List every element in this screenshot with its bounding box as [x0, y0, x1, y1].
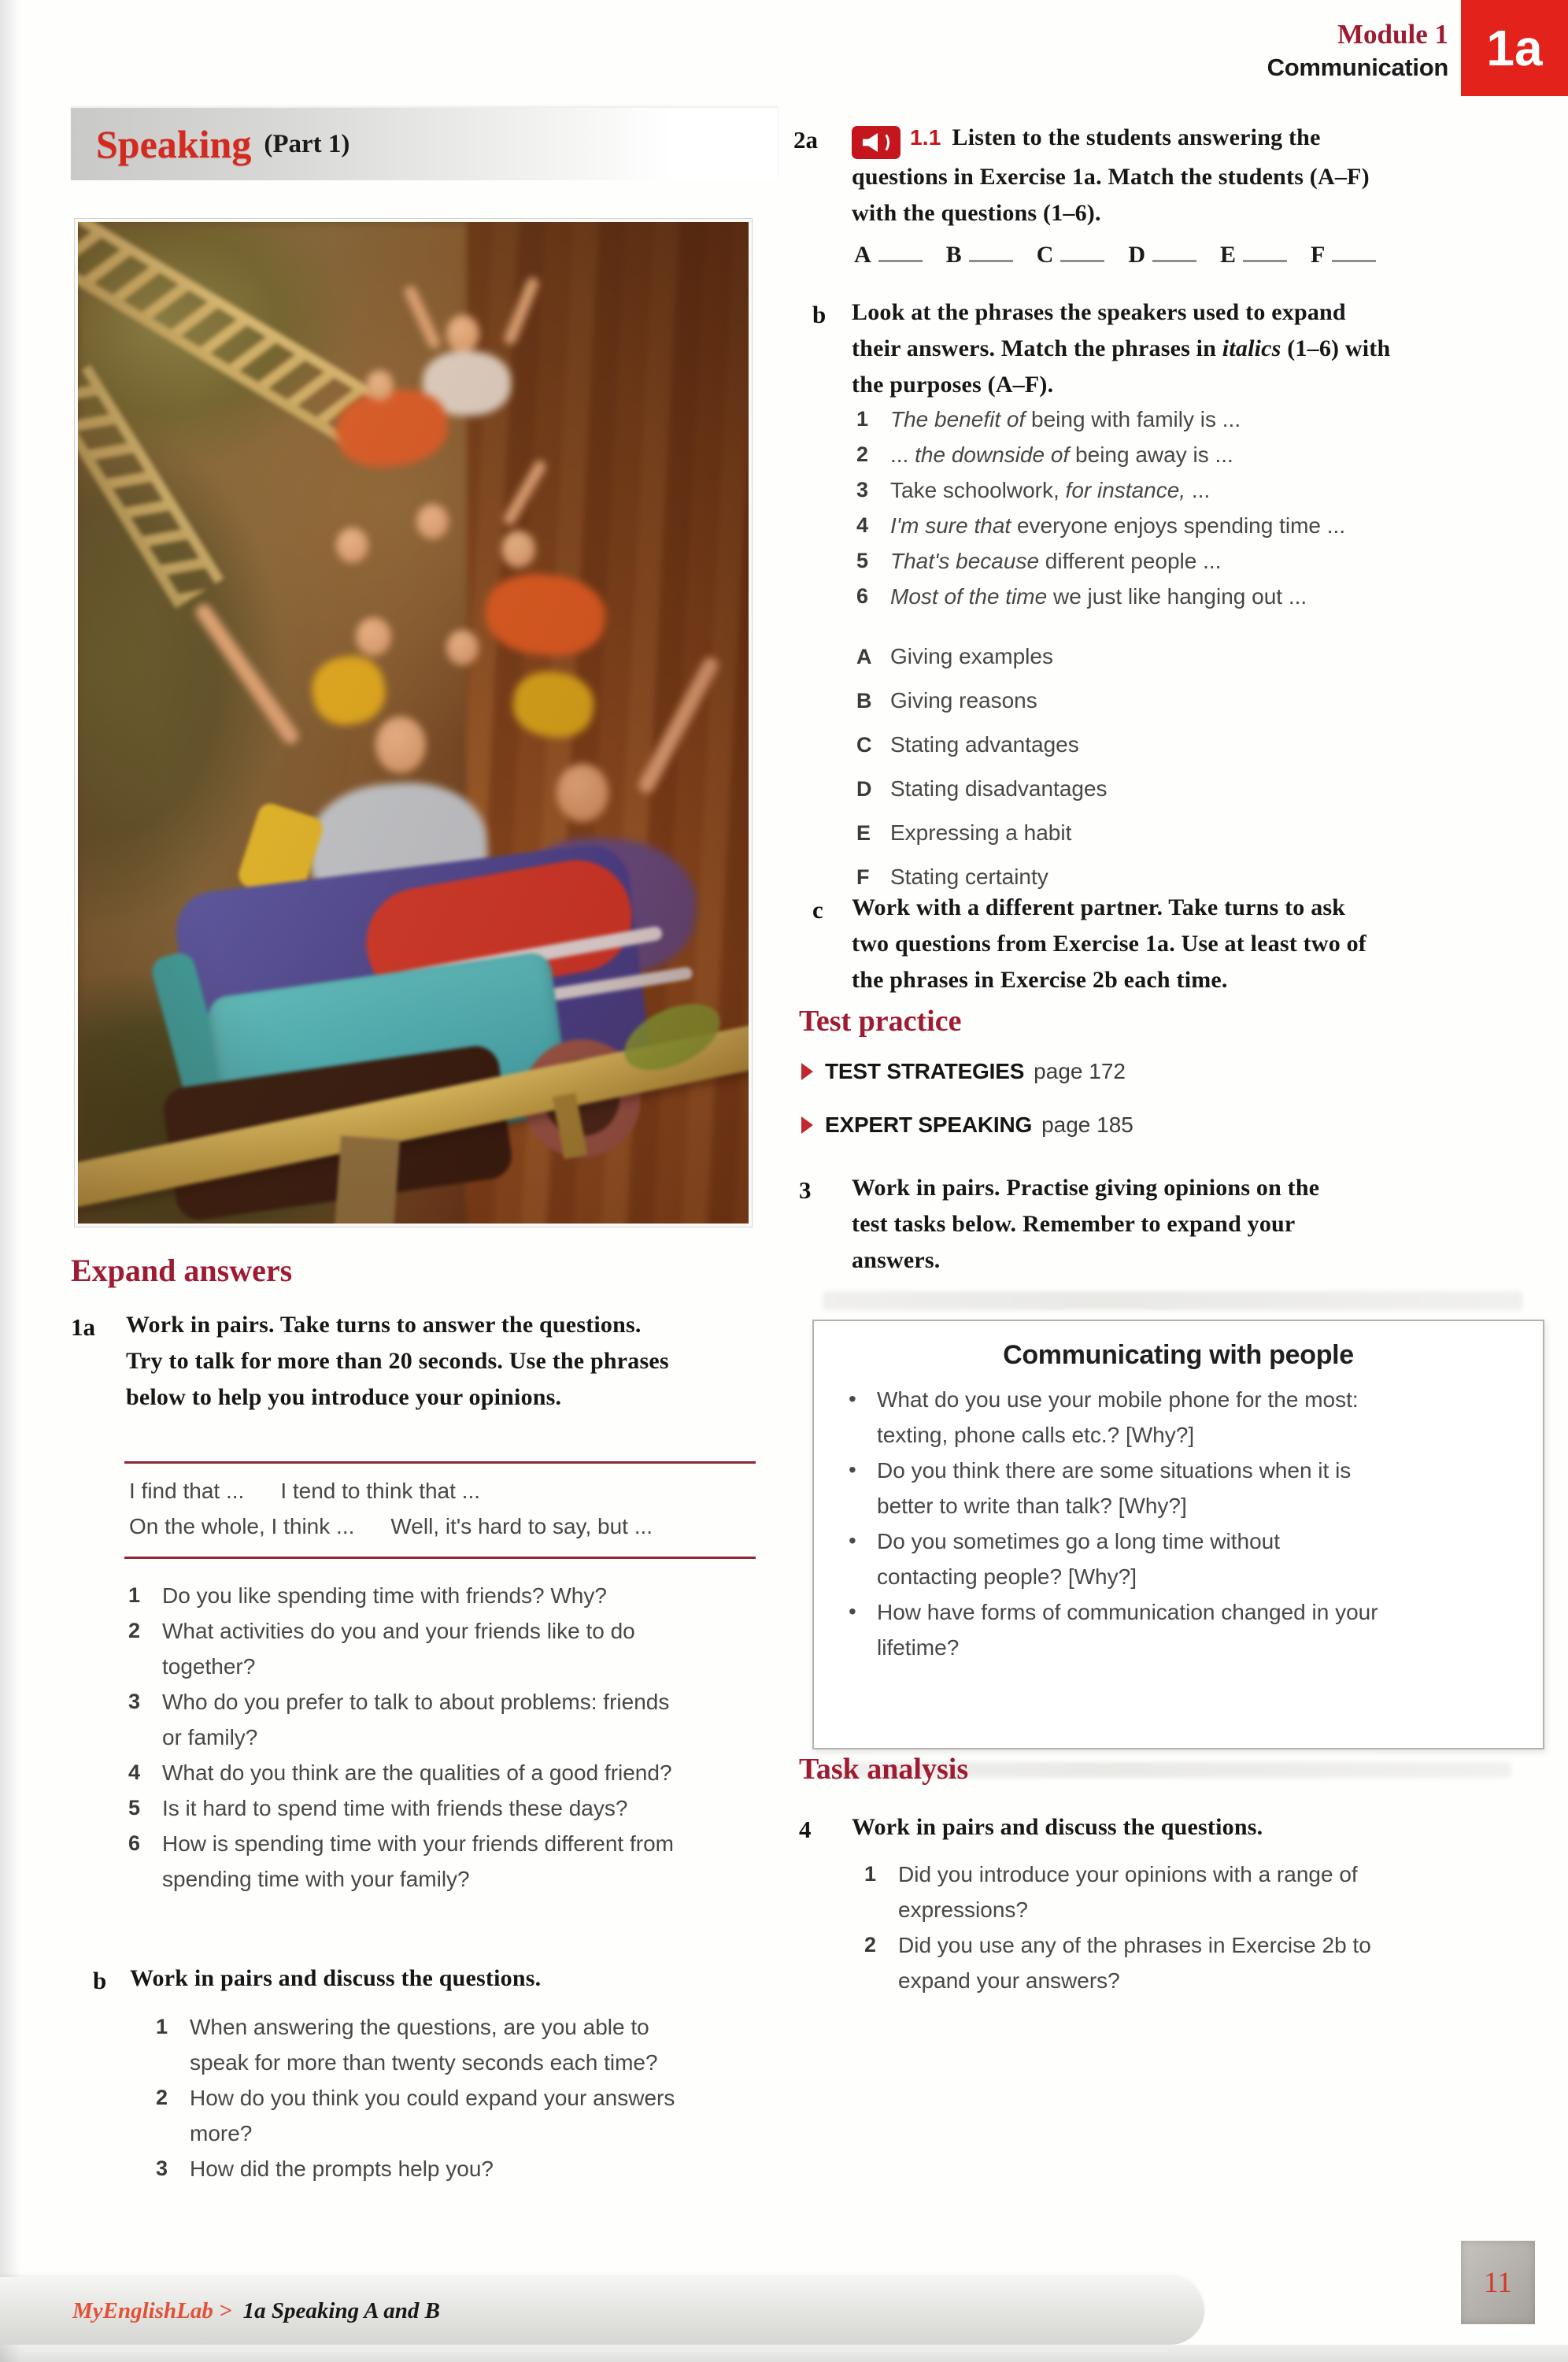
- exercise-1a-questions: [128, 1578, 750, 1897]
- purpose-item: [856, 767, 1533, 811]
- question-text: How do you think you could expand your answers more?: [190, 2086, 675, 2145]
- phrase-item: [856, 402, 1533, 437]
- question-item: [128, 1826, 750, 1897]
- blank-letter: C: [1036, 242, 1054, 268]
- exercise-1b-questions: [156, 2009, 723, 2186]
- question-number: 2: [864, 1933, 877, 1957]
- speaker-body: [863, 133, 878, 152]
- page-number-tab: [1461, 2241, 1535, 2324]
- blank-letter: F: [1311, 242, 1326, 268]
- bullet-item: [844, 1453, 1381, 1523]
- link-label: EXPERT SPEAKING: [825, 1113, 1033, 1137]
- phrase-row: [129, 1473, 751, 1509]
- audio-track-number: 1.1: [910, 125, 941, 150]
- stem-text: (1–6) with the purposes (A–F).: [852, 335, 1391, 398]
- question-item: [156, 2080, 723, 2151]
- expert-speaking-link: [801, 1113, 1133, 1138]
- exercise-1b-stem: Work in pairs and discuss the questions.: [130, 1965, 542, 1991]
- roller-coaster-photo: [75, 219, 752, 1227]
- answer-blank: [1332, 236, 1376, 262]
- expand-answers-heading: Expand answers: [71, 1253, 293, 1288]
- purpose-text: Giving reasons: [890, 688, 1037, 713]
- question-item: [128, 1790, 750, 1826]
- blank-letter: B: [945, 242, 962, 268]
- exercise-2c-number: c: [812, 896, 823, 924]
- phrase-post: being away is ...: [1069, 442, 1233, 467]
- section-part: (Part 1): [264, 129, 350, 158]
- purpose-letter: A: [856, 645, 872, 668]
- phrase-item: [856, 508, 1533, 543]
- bullet-text: Do you sometimes go a long time without contacting people? [Why?]: [877, 1529, 1281, 1589]
- exercise-2a-stem-text: Listen to the students answering the questions in Exercise 1a. Match the students (A–F) with the questions (1–6).: [852, 124, 1370, 226]
- phrase-pre: ...: [890, 442, 915, 467]
- question-item: [128, 1613, 750, 1684]
- question-item: [128, 1684, 750, 1755]
- phrase-box: [124, 1461, 756, 1559]
- answer-blanks-row: [854, 236, 1562, 268]
- scan-shadow-left: [0, 0, 20, 2362]
- footer-reference: 1a Speaking A and B: [242, 2297, 440, 2323]
- phrase-pre: Take schoolwork,: [890, 478, 1066, 502]
- phrase-item: [856, 472, 1533, 508]
- question-item: [864, 1927, 1415, 1998]
- phrase-number: 1: [856, 407, 869, 431]
- phrase-text: [890, 508, 1345, 543]
- exercise-2b-number: b: [812, 301, 827, 328]
- exercise-1a-stem: Work in pairs. Take turns to answer the questions. Try to talk for more than 20 seconds. Use the phrases below to help you introduce your opinions.: [126, 1312, 669, 1410]
- question-number: 3: [128, 1690, 141, 1713]
- communicating-box: [812, 1320, 1544, 1749]
- phrase-number: 4: [856, 513, 869, 537]
- phrase-post: different people ...: [1039, 549, 1222, 573]
- unit-tab-label: 1a: [1486, 20, 1543, 76]
- answer-blank: [1060, 236, 1104, 262]
- phrase: I tend to think that ...: [280, 1479, 481, 1503]
- phrase-post: being with family is ...: [1025, 407, 1241, 431]
- page-number: 11: [1484, 2266, 1512, 2299]
- question-text: Is it hard to spend time with friends these days?: [162, 1796, 628, 1820]
- phrase: On the whole, I think ...: [129, 1514, 355, 1538]
- exercise-2b-phrases: [856, 402, 1533, 614]
- phrase-text: [890, 437, 1233, 472]
- purpose-letter: F: [856, 865, 870, 889]
- communicating-box-title: Communicating with people: [1003, 1340, 1354, 1370]
- purpose-text: Giving examples: [890, 644, 1053, 668]
- purpose-letter: E: [856, 821, 871, 845]
- purpose-text: Stating certainty: [890, 864, 1048, 889]
- page-showthrough: [823, 1291, 1523, 1310]
- question-text: What activities do you and your friends like to do together?: [162, 1619, 635, 1679]
- purpose-letter: C: [856, 733, 872, 757]
- exercise-3-stem: Work in pairs. Practise giving opinions on the test tasks below. Remember to expand your answers.: [852, 1175, 1320, 1273]
- blank-letter: D: [1128, 242, 1146, 268]
- question-number: 2: [156, 2086, 168, 2109]
- phrase-row: [129, 1509, 751, 1544]
- phrase-italic: Most of the time: [890, 584, 1048, 609]
- phrase-item: [856, 437, 1533, 472]
- bullet-text: What do you use your mobile phone for the most: texting, phone calls etc.? [Why?]: [877, 1387, 1359, 1447]
- phrase-italic: That's because: [890, 549, 1040, 573]
- phrase-number: 6: [856, 584, 869, 608]
- bullet-text: Do you think there are some situations when it is better to write than talk? [Why?]: [877, 1458, 1352, 1518]
- question-number: 1: [128, 1583, 141, 1607]
- purpose-text: Expressing a habit: [890, 820, 1072, 845]
- bullet-item: [844, 1523, 1381, 1594]
- exercise-2b-purposes: [856, 635, 1533, 899]
- purpose-item: [856, 811, 1533, 855]
- purpose-letter: B: [856, 689, 872, 713]
- question-number: 4: [128, 1760, 141, 1784]
- purpose-text: Stating advantages: [890, 732, 1079, 757]
- question-item: [128, 1578, 750, 1613]
- blank-letter: A: [854, 242, 871, 268]
- exercise-3-number: 3: [799, 1176, 812, 1204]
- question-item: [128, 1755, 750, 1790]
- purpose-item: [856, 635, 1533, 679]
- question-text: Who do you prefer to talk to about problems: friends or family?: [162, 1690, 670, 1749]
- exercise-4-number: 4: [799, 1816, 812, 1843]
- scan-shadow-bottom: [0, 2345, 1568, 2362]
- bullet-item: [844, 1594, 1381, 1665]
- question-text: How did the prompts help you?: [190, 2157, 494, 2181]
- answer-blank: [1152, 236, 1196, 262]
- stem-italic: italics: [1222, 335, 1281, 361]
- exercise-1a-number: 1a: [71, 1313, 95, 1341]
- question-text: What do you think are the qualities of a good friend?: [162, 1760, 672, 1785]
- phrase-italic: the downside of: [915, 442, 1070, 467]
- purpose-item: [856, 723, 1533, 767]
- purpose-text: Stating disadvantages: [890, 776, 1108, 801]
- purpose-item: [856, 679, 1533, 723]
- phrase-italic: The benefit of: [890, 407, 1026, 431]
- question-item: [864, 1857, 1415, 1927]
- link-page: page 172: [1034, 1059, 1126, 1083]
- phrase-text: [890, 402, 1241, 437]
- purpose-letter: D: [856, 777, 872, 801]
- question-item: [156, 2151, 723, 2186]
- phrase-italic: I'm sure that: [890, 513, 1011, 538]
- communicating-box-list: [814, 1382, 1543, 1665]
- answer-blank: [1243, 236, 1287, 262]
- answer-blank: [969, 236, 1013, 262]
- arrow-right-icon: [801, 1063, 813, 1080]
- question-number: 1: [156, 2015, 168, 2038]
- question-text: Did you use any of the phrases in Exercise 2b to expand your answers?: [898, 1933, 1371, 1993]
- exercise-2a-stem: [852, 120, 1378, 231]
- phrase: I find that ...: [129, 1479, 245, 1503]
- question-item: [156, 2009, 723, 2080]
- phrase-number: 2: [856, 442, 869, 466]
- exercise-2c-stem: Work with a different partner. Take turns to ask two questions from Exercise 1a. Use at least two of the phrases in Exercise 2b each time.: [852, 894, 1366, 993]
- section-title: Speaking: [96, 122, 252, 166]
- module-subject: Communication: [1267, 54, 1448, 81]
- exercise-1b-number: b: [93, 1967, 107, 1994]
- question-text: When answering the questions, are you able to speak for more than twenty seconds each time?: [190, 2015, 658, 2075]
- question-number: 1: [864, 1862, 877, 1886]
- phrase-post: ...: [1185, 478, 1211, 502]
- footer-bar: [0, 2277, 1204, 2345]
- myenglishlab-label: MyEnglishLab >: [72, 2297, 232, 2323]
- page-header: [1094, 17, 1448, 83]
- answer-blank: [878, 236, 923, 262]
- link-label: TEST STRATEGIES: [825, 1059, 1025, 1083]
- unit-tab: [1461, 0, 1568, 96]
- bullet-text: How have forms of communication changed in your lifetime?: [877, 1600, 1378, 1660]
- phrase-text: [890, 543, 1221, 579]
- question-number: 6: [128, 1831, 141, 1855]
- phrase-number: 3: [856, 478, 869, 502]
- question-number: 2: [128, 1619, 141, 1642]
- section-banner: [71, 108, 778, 180]
- module-label: Module 1: [1337, 19, 1448, 50]
- phrase-item: [856, 579, 1533, 614]
- question-number: 3: [156, 2157, 168, 2180]
- stem-text: Look at the phrases the speakers used to expand their answers. Match the phrases in: [852, 299, 1346, 361]
- question-text: Do you like spending time with friends? Why?: [162, 1583, 607, 1608]
- arrow-right-icon: [801, 1116, 813, 1134]
- photo-overlay: [78, 222, 749, 1224]
- phrase-text: [890, 472, 1210, 508]
- bullet-item: [844, 1382, 1381, 1453]
- task-analysis-heading: Task analysis: [799, 1753, 969, 1786]
- phrase-item: [856, 543, 1533, 579]
- exercise-2a-number: 2a: [793, 126, 818, 154]
- phrase-italic: for instance,: [1065, 478, 1186, 502]
- phrase-text: [890, 579, 1307, 614]
- test-practice-heading: Test practice: [799, 1005, 962, 1038]
- phrase-number: 5: [856, 549, 869, 572]
- question-text: Did you introduce your opinions with a range of expressions?: [898, 1862, 1358, 1922]
- phrase-post: we just like hanging out ...: [1047, 584, 1307, 609]
- exercise-4-stem: Work in pairs and discuss the questions.: [852, 1814, 1263, 1840]
- audio-speaker-icon: [852, 126, 900, 159]
- test-strategies-link: [801, 1059, 1126, 1084]
- exercise-4-questions: [864, 1857, 1415, 1998]
- blank-letter: E: [1220, 242, 1237, 268]
- link-page: page 185: [1041, 1113, 1133, 1137]
- phrase: Well, it's hard to say, but ...: [390, 1514, 653, 1538]
- phrase-post: everyone enjoys spending time ...: [1011, 513, 1346, 538]
- exercise-2b-stem: [852, 294, 1396, 403]
- question-text: How is spending time with your friends different from spending time with your family?: [162, 1831, 674, 1891]
- question-number: 5: [128, 1796, 141, 1820]
